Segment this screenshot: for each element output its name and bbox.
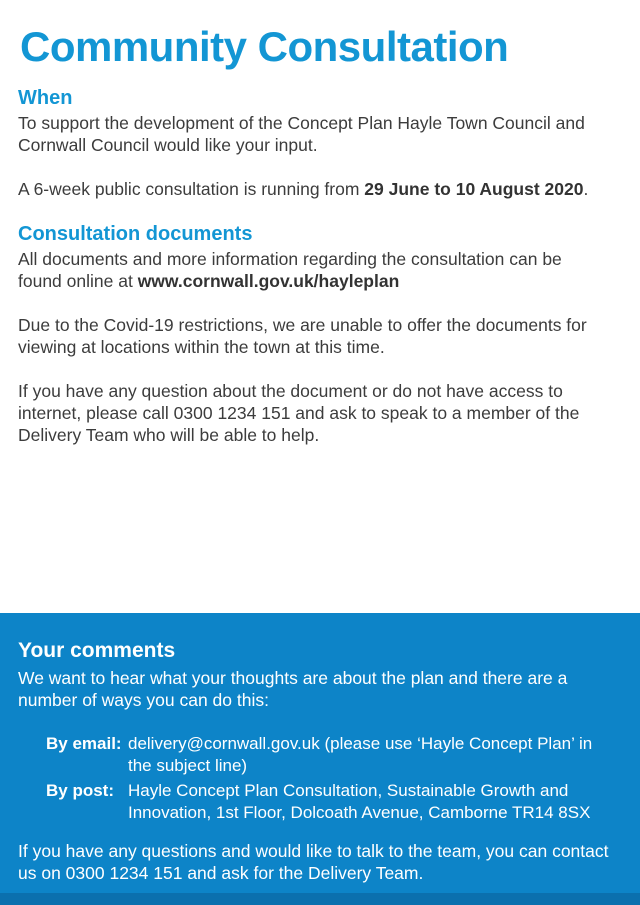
documents-online-paragraph bbox=[18, 248, 606, 292]
comments-outro-paragraph: If you have any questions and would like to talk to the team, you can contact us on 0300 1234 151 and ask for the Delivery Team. bbox=[18, 841, 609, 883]
documents-online-prefix: All documents and more information regarding the consultation can be found online at bbox=[18, 249, 562, 291]
consultation-period-paragraph bbox=[18, 178, 606, 200]
consultation-period-prefix: A 6-week public consultation is running from bbox=[18, 179, 365, 199]
consultation-url: www.cornwall.gov.uk/hayleplan bbox=[137, 271, 400, 291]
by-email-label: By email: bbox=[46, 734, 122, 753]
phone-help-paragraph: If you have any question about the document or do not have access to internet, please call 0300 1234 151 and ask to speak to a member of the Delivery Team who will be able to help. bbox=[18, 381, 580, 445]
covid-restrictions-paragraph: Due to the Covid-19 restrictions, we are unable to offer the documents for viewing at locations within the town at this time. bbox=[18, 315, 587, 357]
email-contact-value: delivery@cornwall.gov.uk (please use ‘Hayle Concept Plan’ in the subject line) bbox=[128, 734, 593, 775]
consultation-period-suffix: . bbox=[583, 179, 589, 199]
post-contact-value: Hayle Concept Plan Consultation, Sustainable Growth and Innovation, 1st Floor, Dolcoath Avenue, Camborne TR14 8SX bbox=[128, 781, 591, 822]
contact-methods-list bbox=[46, 733, 620, 824]
your-comments-panel bbox=[0, 613, 640, 893]
by-post-label: By post: bbox=[46, 781, 114, 800]
comments-intro-paragraph: We want to hear what your thoughts are about the plan and there are a number of ways you can do this: bbox=[18, 668, 568, 710]
when-intro-paragraph: To support the development of the Concept Plan Hayle Town Council and Cornwall Council would like your input. bbox=[18, 113, 585, 155]
page-title: Community Consultation bbox=[20, 23, 509, 70]
your-comments-heading: Your comments bbox=[18, 639, 176, 662]
when-heading: When bbox=[18, 87, 73, 109]
consultation-dates: 29 June to 10 August 2020 bbox=[364, 179, 584, 199]
documents-heading: Consultation documents bbox=[18, 223, 253, 245]
footer-bar bbox=[0, 893, 640, 905]
